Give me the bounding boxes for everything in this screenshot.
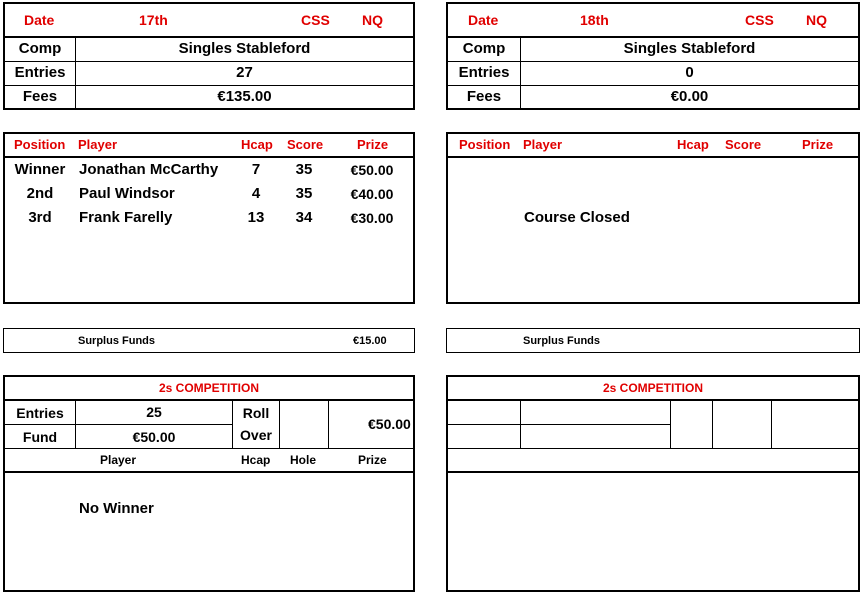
result-row-2-prize: €40.00 xyxy=(350,186,394,202)
result-row-3-score: 34 xyxy=(295,209,313,226)
left-col-prize: Prize xyxy=(357,137,389,152)
result-row-3-player: Frank Farelly xyxy=(79,209,173,226)
course-closed-message: Course Closed xyxy=(524,209,630,226)
twos-col-player: Player xyxy=(100,453,137,467)
right-twos-title: 2s COMPETITION xyxy=(602,381,703,395)
left-fees-value: €135.00 xyxy=(217,88,272,105)
left-surplus-value: €15.00 xyxy=(353,335,387,347)
result-row-3-position: 3rd xyxy=(28,209,52,226)
left-nq-label: NQ xyxy=(362,12,383,28)
right-surplus-box xyxy=(446,328,860,353)
right-surplus-label: Surplus Funds xyxy=(523,335,600,347)
right-twos-box xyxy=(446,375,860,592)
result-row-2-position: 2nd xyxy=(26,185,54,202)
right-entries-value: 0 xyxy=(685,64,694,81)
twos-rollover-value: €50.00 xyxy=(368,416,411,432)
result-row-1-prize: €50.00 xyxy=(350,162,394,178)
result-row-1-score: 35 xyxy=(295,161,313,178)
right-nq-label: NQ xyxy=(806,12,827,28)
twos-over-label: Over xyxy=(240,427,272,443)
left-col-player: Player xyxy=(78,137,118,152)
result-row-3-hcap: 13 xyxy=(247,209,265,226)
twos-col-prize: Prize xyxy=(358,453,387,467)
left-css-label: CSS xyxy=(301,12,330,28)
right-col-position: Position xyxy=(459,137,511,152)
result-row-1-player: Jonathan McCarthy xyxy=(79,161,219,178)
left-col-score: Score xyxy=(287,137,324,152)
right-entries-label: Entries xyxy=(458,64,510,81)
right-date-value: 18th xyxy=(580,12,609,28)
result-row-2-player: Paul Windsor xyxy=(79,185,175,202)
left-col-hcap: Hcap xyxy=(241,137,273,152)
right-comp-value: Singles Stableford xyxy=(623,40,756,57)
twos-fund-value: €50.00 xyxy=(132,429,176,445)
twos-col-hole: Hole xyxy=(290,453,317,467)
right-col-hcap: Hcap xyxy=(677,137,709,152)
result-row-1-position: Winner xyxy=(14,161,66,178)
twos-result: No Winner xyxy=(79,500,154,517)
right-fees-label: Fees xyxy=(466,88,502,105)
left-col-position: Position xyxy=(14,137,66,152)
left-entries-value: 27 xyxy=(236,64,253,81)
right-fees-value: €0.00 xyxy=(670,88,709,105)
left-surplus-label: Surplus Funds xyxy=(78,335,155,347)
result-row-2-score: 35 xyxy=(295,185,313,202)
right-col-prize: Prize xyxy=(802,137,834,152)
left-comp-value: Singles Stableford xyxy=(178,40,311,57)
right-col-score: Score xyxy=(725,137,762,152)
twos-col-hcap: Hcap xyxy=(241,453,271,467)
right-comp-label: Comp xyxy=(462,40,506,57)
twos-fund-label: Fund xyxy=(22,429,58,445)
twos-entries-label: Entries xyxy=(16,405,64,421)
left-fees-label: Fees xyxy=(22,88,58,105)
right-col-player: Player xyxy=(523,137,563,152)
right-css-label: CSS xyxy=(745,12,774,28)
result-row-3-prize: €30.00 xyxy=(350,210,394,226)
left-twos-title: 2s COMPETITION xyxy=(158,381,259,395)
left-entries-label: Entries xyxy=(14,64,66,81)
result-row-2-hcap: 4 xyxy=(251,185,261,202)
result-row-1-hcap: 7 xyxy=(251,161,261,178)
left-date-label: Date xyxy=(24,12,55,28)
twos-roll-label: Roll xyxy=(242,405,270,421)
right-date-label: Date xyxy=(468,12,499,28)
left-date-value: 17th xyxy=(139,12,168,28)
twos-entries-value: 25 xyxy=(146,404,162,420)
left-comp-label: Comp xyxy=(18,40,62,57)
